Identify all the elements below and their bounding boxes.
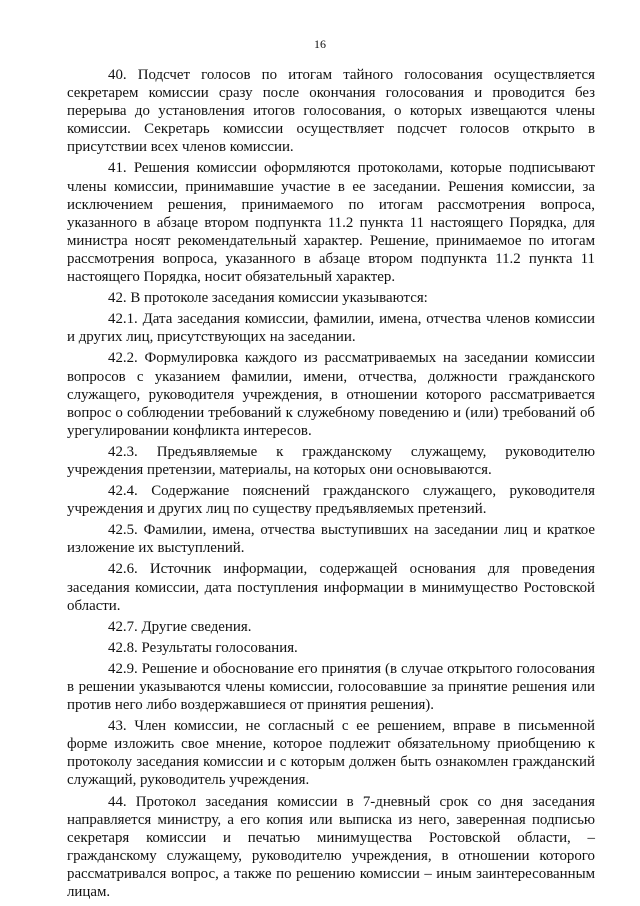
paragraph-41: 41. Решения комиссии оформляются протоколами, которые подписывают члены комиссии, принимавшие участие в ее заседании. Решения комиссии, за исключением решения, принимаемого по итогам рассмотрения вопроса, указанного в абзаце втором подпункта 11.2 пункта 11 настоящего Порядка, для министра носят рекомендательный характер. Решение, принимаемое по итогам рассмотрения вопроса, указанного в абзаце втором подпункта 11.2 пункта 11 настоящего Порядка, носит обязательный характер. (67, 160, 595, 286)
page-number: 16 (314, 37, 326, 51)
paragraph-42-4: 42.4. Содержание пояснений гражданского служащего, руководителя учреждения и других лиц по существу предъявляемых претензий. (67, 483, 595, 518)
paragraph-43: 43. Член комиссии, не согласный с ее решением, вправе в письменной форме изложить свое мнение, которое подлежит обязательному приобщению к протоколу заседания комиссии и с которым должен быть ознакомлен гражданский служащий, руководитель учреждения. (67, 718, 595, 789)
paragraph-42-3: 42.3. Предъявляемые к гражданскому служащему, руководителю учреждения претензии, материалы, на которых они основываются. (67, 443, 595, 478)
paragraph-42-2: 42.2. Формулировка каждого из рассматриваемых на заседании комиссии вопросов с указанием фамилии, имени, отчества, должности гражданского служащего, руководителя учреждения, в отношении которого рассматривается вопрос о соблюдении требований к служебному поведению и (или) требований об урегулировании конфликта интересов. (67, 350, 595, 439)
paragraph-42-7: 42.7. Другие сведения. (108, 618, 252, 635)
paragraph-40: 40. Подсчет голосов по итогам тайного голосования осуществляется секретарем комиссии сразу после окончания голосования и проводится без перерыва до установления итогов голосования, о которых извещаются члены комиссии. Секретарь комиссии осуществляет подсчет голосов открыто в присутствии всех членов комиссии. (67, 67, 595, 156)
paragraph-42-9: 42.9. Решение и обоснование его принятия (в случае открытого голосования в решении указываются члены комиссии, голосовавшие за принятие решения или против него либо воздержавшиеся от принятия решения). (67, 660, 595, 714)
paragraph-42: 42. В протоколе заседания комиссии указываются: (108, 290, 428, 307)
paragraph-42-5: 42.5. Фамилии, имена, отчества выступивших на заседании лиц и краткое изложение их выступлений. (67, 522, 595, 557)
paragraph-44: 44. Протокол заседания комиссии в 7-дневный срок со дня заседания направляется министру, а его копия или выписка из него, заверенная подписью секретаря комиссии и печатью минимущества Ростовской области, – гражданскому служащему, руководителю учреждения, в отношении которого рассматривался вопрос, а также по решению комиссии – иным заинтересованным лицам. (67, 793, 595, 901)
paragraph-42-8: 42.8. Результаты голосования. (108, 639, 298, 656)
paragraph-42-1: 42.1. Дата заседания комиссии, фамилии, имена, отчества членов комиссии и других лиц, присутствующих на заседании. (67, 311, 595, 346)
paragraph-42-6: 42.6. Источник информации, содержащей основания для проведения заседания комиссии, дата поступления информации в минимущество Ростовской области. (67, 561, 595, 614)
document-body (67, 66, 595, 904)
